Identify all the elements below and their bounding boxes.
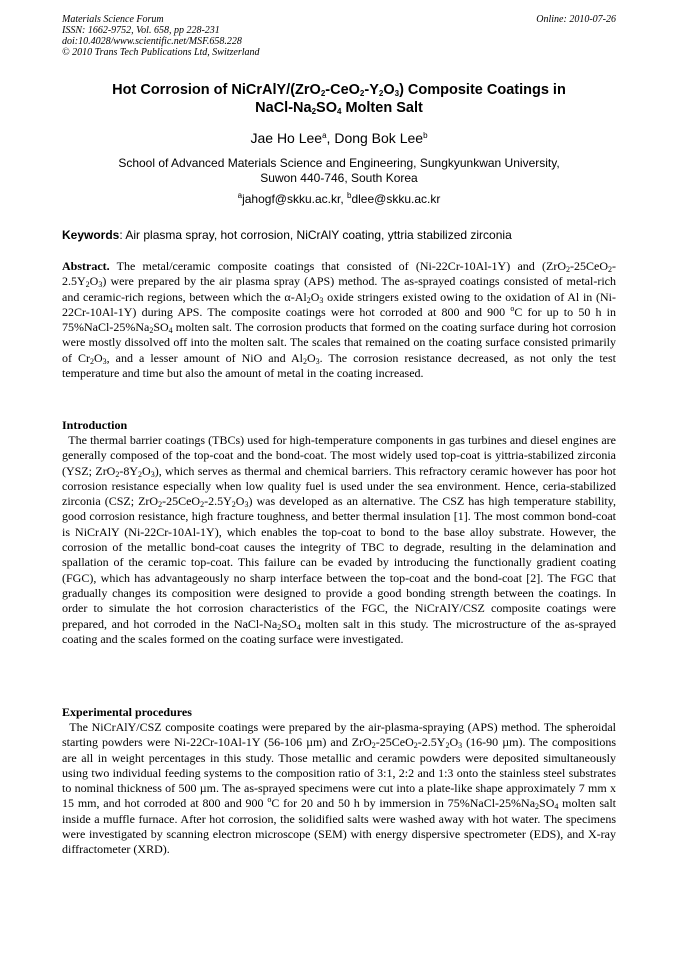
- abstract-label: Abstract.: [62, 259, 110, 273]
- keywords-label: Keywords: [62, 228, 120, 242]
- author-2: Dong Bok Lee: [334, 130, 424, 146]
- author-list: Jae Ho Lee$^a$, Dong Bok Lee$^b$: [250, 130, 428, 146]
- author-1: Jae Ho Lee: [250, 130, 323, 146]
- issn-line: ISSN: 1662-9752, Vol. 658, pp 228-231: [62, 25, 220, 36]
- experimental-heading: Experimental procedures: [62, 705, 192, 719]
- author-emails: $^a$jahogf@skku.ac.kr, $^b$dlee@skku.ac.kr: [237, 191, 441, 206]
- abstract: Abstract. The metal/ceramic composite coatings that consisted of (Ni-22Cr-10Al-1Y) and $(ZrO_2-25CeO_2-2.5Y_2O_3)$ were prepared by the air plasma spray (APS) method. The as-sprayed coatings consisted of metal-rich and ceramic-rich regions, between which the $\alpha-Al_2O_3$ oxide stringers existed owing to the oxidation of Al in (Ni-22Cr-10Al-1Y) during APS. The composite coatings were hot corroded at 800 and 900 $^o$C for up to 50 h in $75\%NaCl-25\%Na_2SO_4$ molten salt. The corrosion products that formed on the coating surface during hot corrosion were mostly dissolved off into the molten salt. The scales that remained on the coating surface consisted primarily of $Cr_2O_3$, and a lesser amount of NiO and $Al_2O_3$. The corrosion resistance decreased, as not only the test temperature and time but also the amount of metal in the coating increased.: [62, 259, 616, 381]
- affiliation: School of Advanced Materials Science and Engineering, Sungkyunkwan University, Suwon 440-746, South Korea: [118, 156, 560, 185]
- journal-name: Materials Science Forum: [62, 14, 164, 25]
- experimental-body: The NiCrAlY/CSZ composite coatings were prepared by the air-plasma-spraying (APS) method. The spheroidal starting powders were Ni-22Cr-10Al-1Y (56-106 µm) and $ZrO_2-25CeO_2-2.5Y_2O_3$ (16-90 µm). The compositions are all in weight percentages in this study. Those metallic and ceramic powders were deposited simultaneously using two individual feeding systems to the composition ratio of 3:1, 2:2 and 1:3 onto the stainless steel substrates to nominal thickness of 500 µm. The as-sprayed specimens were cut into a plate-like shape approximately 7 mm x 15 mm, and hot corroded at 800 and 900 $^o$C for 20 and 50 h by immersion in $75\%NaCl-25\%Na_2SO_4$ molten salt inside a muffle furnace. After hot corrosion, the solidified salts were washed away with hot water. The specimens were investigated by scanning electron microscope (SEM) with energy dispersive spectrometer (EDS), and X-ray diffractometer (XRD).: [62, 720, 617, 857]
- online-date: Online: 2010-07-26: [536, 14, 616, 25]
- keywords-text: : Air plasma spray, hot corrosion, NiCrAlY coating, yttria stabilized zirconia: [119, 228, 512, 242]
- doi-line: doi:10.4028/www.scientific.net/MSF.658.228: [62, 36, 242, 47]
- copyright-line: © 2010 Trans Tech Publications Ltd, Switzerland: [62, 47, 260, 58]
- publication-header: [62, 14, 260, 58]
- paper-title: Hot Corrosion of NiCrAlY/$(ZrO_2-CeO_2-Y_2O_3)$ Composite Coatings in NaCl-$Na_2SO_4$ Molten Salt: [112, 82, 566, 116]
- keywords: [62, 228, 616, 242]
- introduction-body: The thermal barrier coatings (TBCs) used for high-temperature components in gas turbines and diesel engines are generally composed of the top-coat and the bond-coat. The most widely used top-coat is yittria-stabilized zirconia (YSZ; $ZrO_2-8Y_2O_3$), which serves as thermal and chemical barriers. This refractory ceramic however has poor hot corrosion resistance especially when low quality fuel is used under the sea environment. Hence, ceria-stabilized zirconia (CSZ; $ZrO_2-25CeO_2-2.5Y_2O_3$) was developed as an alternative. The CSZ has high temperature stability, good corrosion resistance, high fracture toughness, and better thermal insulation [1]. The most common bond-coat is NiCrAlY (Ni-22Cr-10Al-1Y), which enables the top-coat to bond to the base alloy substrate. However, the corrosion of the metallic bond-coat causes the integrity of TBC to degrade, resulting in the delamination and spallation of the ceramic top-coat. This failure can be evaded by introducing the functionally gradient coating (FGC), which has advantageously no sharp interface between the top-coat and the bond-coat [2]. The FGC that gradually changes its composition were designed to provide a good bonding strength between the coatings. In order to simulate the hot corrosion characteristics of the FGC, the NiCrAlY/CSZ composite coatings were prepared, and hot corroded in the NaCl-$Na_2SO_4$ molten salt in this study. The microstructure of the as-sprayed coating and the scales formed on the coating surface were investigated.: [62, 433, 616, 646]
- introduction-heading: Introduction: [62, 418, 128, 432]
